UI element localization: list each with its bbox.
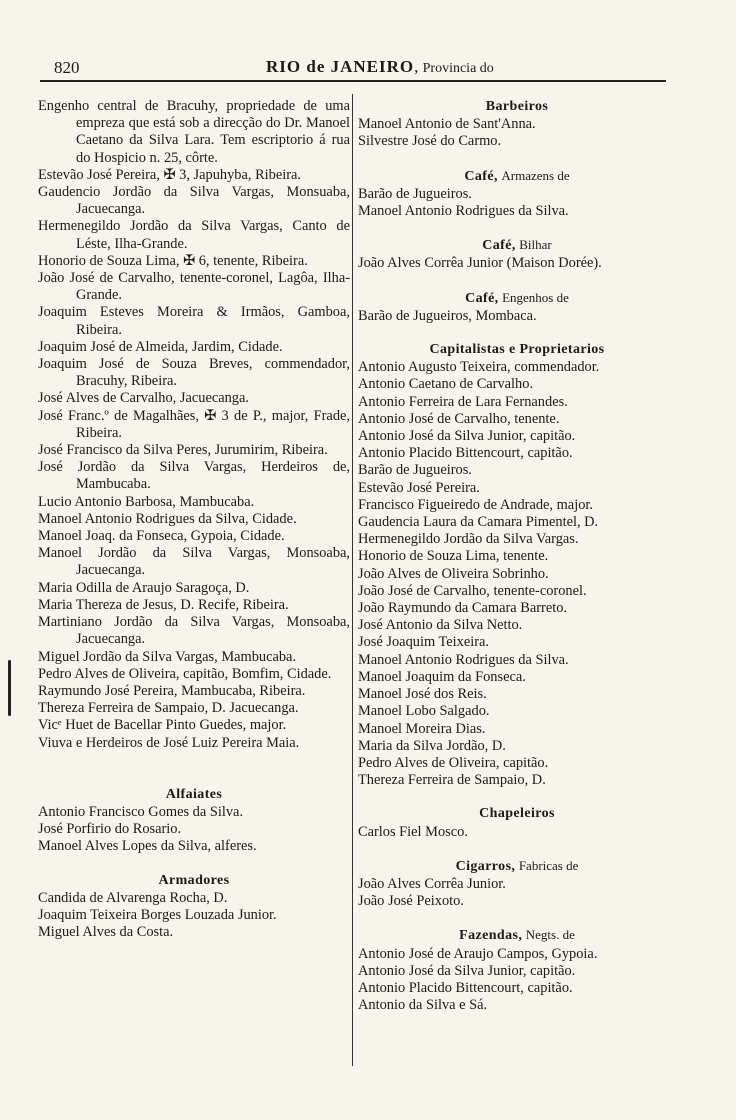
list-item: Antonio Augusto Teixeira, commendador. (358, 359, 600, 376)
list-item: Antonio Placido Bittencourt, capitão. (358, 445, 573, 462)
section-heading-title: Café, (482, 238, 516, 254)
section-heading-extra: Engenhos de (502, 289, 569, 305)
section-heading-title: Cigarros, (455, 858, 516, 874)
list-item: Manoel Antonio Rodrigues da Silva. (358, 651, 569, 668)
list-item: Manoel Lobo Salgado. (358, 703, 490, 720)
section-heading-title: Chapeleiros (479, 806, 555, 822)
list-item: Maria Odilla de Araujo Saragoça, D. (38, 579, 250, 596)
section-heading-extra: Armazens de (501, 167, 570, 183)
list-item: José Alves de Carvalho, Jacuecanga. (38, 390, 249, 407)
list-item: João Raymundo da Camara Barreto. (358, 600, 568, 617)
section-heading (38, 786, 350, 803)
list-item: Gaudencia Laura da Camara Pimentel, D. (358, 514, 599, 531)
list-item: João Alves Corrêa Junior (Maison Dorée). (358, 255, 602, 272)
list-item: Manoel Antonio de Sant'Anna. (358, 116, 536, 133)
list-item: José Porfirio do Rosario. (38, 821, 182, 838)
list-item: Barão de Jugueiros. (358, 185, 472, 202)
list-item: Manoel José dos Reis. (358, 686, 487, 703)
list-item: Honorio de Souza Lima, ✠ 6, tenente, Ribeira. (38, 252, 308, 269)
list-item: Maria Thereza de Jesus, D. Recife, Ribeira. (38, 596, 289, 613)
section-heading (358, 857, 676, 875)
list-item: Antonio José da Silva Junior, capitão. (358, 962, 576, 979)
section-heading-title: Fazendas, (459, 928, 523, 944)
list-item: Manoel Moreira Dias. (358, 720, 486, 737)
list-item: Joaquim José de Souza Breves, commendador, Bracuhy, Ribeira. (38, 356, 350, 390)
list-item: Hermenegildo Jordão da Silva Vargas. (358, 531, 579, 548)
list-item: Manoel Joaquim da Fonseca. (358, 668, 526, 685)
list-item: José Antonio da Silva Netto. (358, 617, 523, 634)
margin-mark (8, 660, 11, 716)
list-item: João José de Carvalho, tenente-coronel, Lagôa, Ilha-Grande. (38, 270, 350, 304)
column-divider (352, 94, 353, 1066)
list-item: Pedro Alves de Oliveira, capitão. (358, 754, 549, 771)
list-item: Gaudencio Jordão da Silva Vargas, Monsuaba, Jacuecanga. (38, 184, 350, 218)
list-item: Estevão José Pereira. (358, 479, 480, 496)
section-heading-extra: Negts. de (525, 927, 575, 943)
list-item: Antonio Placido Bittencourt, capitão. (358, 979, 573, 996)
list-item: Maria da Silva Jordão, D. (358, 737, 506, 754)
section-heading (358, 167, 676, 185)
section-heading-extra: Fabricas de (518, 857, 579, 873)
list-item: José Jordão da Silva Vargas, Herdeiros de, Mambucaba. (38, 459, 350, 493)
list-item: João Alves Corrêa Junior. (358, 875, 506, 892)
list-item: Martiniano Jordão da Silva Vargas, Monsoaba, Jacuecanga. (38, 614, 350, 648)
section-heading (358, 98, 676, 115)
list-item: Vicᵉ Huet de Bacellar Pinto Guedes, major. (38, 717, 287, 734)
list-item: Pedro Alves de Oliveira, capitão, Bomfim, Cidade. (38, 665, 332, 682)
list-item: Hermenegildo Jordão da Silva Vargas, Canto de Léste, Ilha-Grande. (38, 218, 350, 252)
list-item: José Francisco da Silva Peres, Jurumirim, Ribeira. (38, 442, 328, 459)
list-item: Thereza Ferreira de Sampaio, D. (358, 772, 546, 789)
list-item: Silvestre José do Carmo. (358, 133, 502, 150)
list-item: Manoel Antonio Rodrigues da Silva. (358, 203, 569, 220)
list-item: João José de Carvalho, tenente-coronel. (358, 582, 587, 599)
page-number: 820 (54, 58, 80, 77)
page-title: RIO de JANEIRO, Provincia do (266, 57, 494, 76)
list-item: Antonio José de Carvalho, tenente. (358, 410, 560, 427)
list-item: Joaquim José de Almeida, Jardim, Cidade. (38, 338, 283, 355)
list-item: Manoel Joaq. da Fonseca, Gypoia, Cidade. (38, 528, 285, 545)
list-item: Engenho central de Bracuhy, propriedade de uma empreza que está sob a direcção do Dr. Manoel Caetano da Silva Lara. Tem escriptorio á rua do Hospicio n. 25, côrte. (38, 98, 350, 166)
section-heading (358, 805, 676, 822)
list-item: Miguel Jordão da Silva Vargas, Mambucaba. (38, 648, 297, 665)
section-heading-title: Armadores (158, 872, 230, 888)
list-item: Manoel Jordão da Silva Vargas, Monsoaba, Jacuecanga. (38, 545, 350, 579)
section-heading (358, 289, 676, 307)
list-item: Antonio José de Araujo Campos, Gypoia. (358, 945, 598, 962)
title-subtitle: Provincia do (422, 61, 494, 76)
list-item: Antonio da Silva e Sá. (358, 997, 488, 1014)
section-heading (358, 341, 676, 358)
list-item: Francisco Figueiredo de Andrade, major. (358, 496, 593, 513)
list-item: João Alves de Oliveira Sobrinho. (358, 565, 549, 582)
list-item: Raymundo José Pereira, Mambucaba, Ribeira. (38, 682, 306, 699)
section-heading-extra: Bilhar (519, 237, 552, 253)
section-heading-title: Alfaiates (165, 786, 223, 802)
list-item: Viuva e Herdeiros de José Luiz Pereira Maia. (38, 734, 300, 751)
list-item: Barão de Jugueiros. (358, 462, 472, 479)
left-column (38, 98, 350, 941)
section-heading (38, 872, 350, 889)
right-column (358, 98, 676, 1014)
list-item: Manoel Alves Lopes da Silva, alferes. (38, 838, 257, 855)
list-item: Joaquim Teixeira Borges Louzada Junior. (38, 906, 277, 923)
section-heading (358, 236, 676, 254)
section-heading-title: Barbeiros (485, 99, 549, 114)
section-heading (358, 926, 676, 944)
list-item: Manoel Antonio Rodrigues da Silva, Cidade. (38, 510, 297, 527)
list-item: Candida de Alvarenga Rocha, D. (38, 889, 228, 906)
left-section-list (38, 752, 350, 942)
section-heading-title: Capitalistas e Proprietarios (429, 342, 605, 358)
list-item: Antonio Francisco Gomes da Silva. (38, 803, 244, 820)
list-item: Honorio de Souza Lima, tenente. (358, 548, 549, 565)
list-item: Estevão José Pereira, ✠ 3, Japuhyba, Ribeira. (38, 166, 302, 183)
list-item: José Joaquim Teixeira. (358, 634, 490, 651)
title-city: RIO de JANEIRO (266, 57, 415, 76)
left-entry-list (38, 98, 350, 752)
list-item: Barão de Jugueiros, Mombaca. (358, 307, 537, 324)
header-rule (40, 80, 666, 82)
section-heading-title: Café, (465, 290, 499, 306)
section-heading-title: Café, (464, 168, 498, 184)
list-item: Lucio Antonio Barbosa, Mambucaba. (38, 493, 255, 510)
page-header (40, 52, 666, 80)
list-item: Thereza Ferreira de Sampaio, D. Jacuecanga. (38, 700, 299, 717)
list-item: José Franc.º de Magalhães, ✠ 3 de P., major, Frade, Ribeira. (38, 407, 350, 441)
list-item: Joaquim Esteves Moreira & Irmãos, Gamboa, Ribeira. (38, 304, 350, 338)
list-item: Antonio José da Silva Junior, capitão. (358, 428, 576, 445)
section-gap (38, 752, 350, 770)
list-item: Antonio Ferreira de Lara Fernandes. (358, 393, 568, 410)
list-item: Carlos Fiel Mosco. (358, 823, 468, 840)
list-item: João José Peixoto. (358, 893, 464, 910)
list-item: Miguel Alves da Costa. (38, 924, 174, 941)
right-section-list (358, 98, 676, 1014)
list-item: Antonio Caetano de Carvalho. (358, 376, 534, 393)
